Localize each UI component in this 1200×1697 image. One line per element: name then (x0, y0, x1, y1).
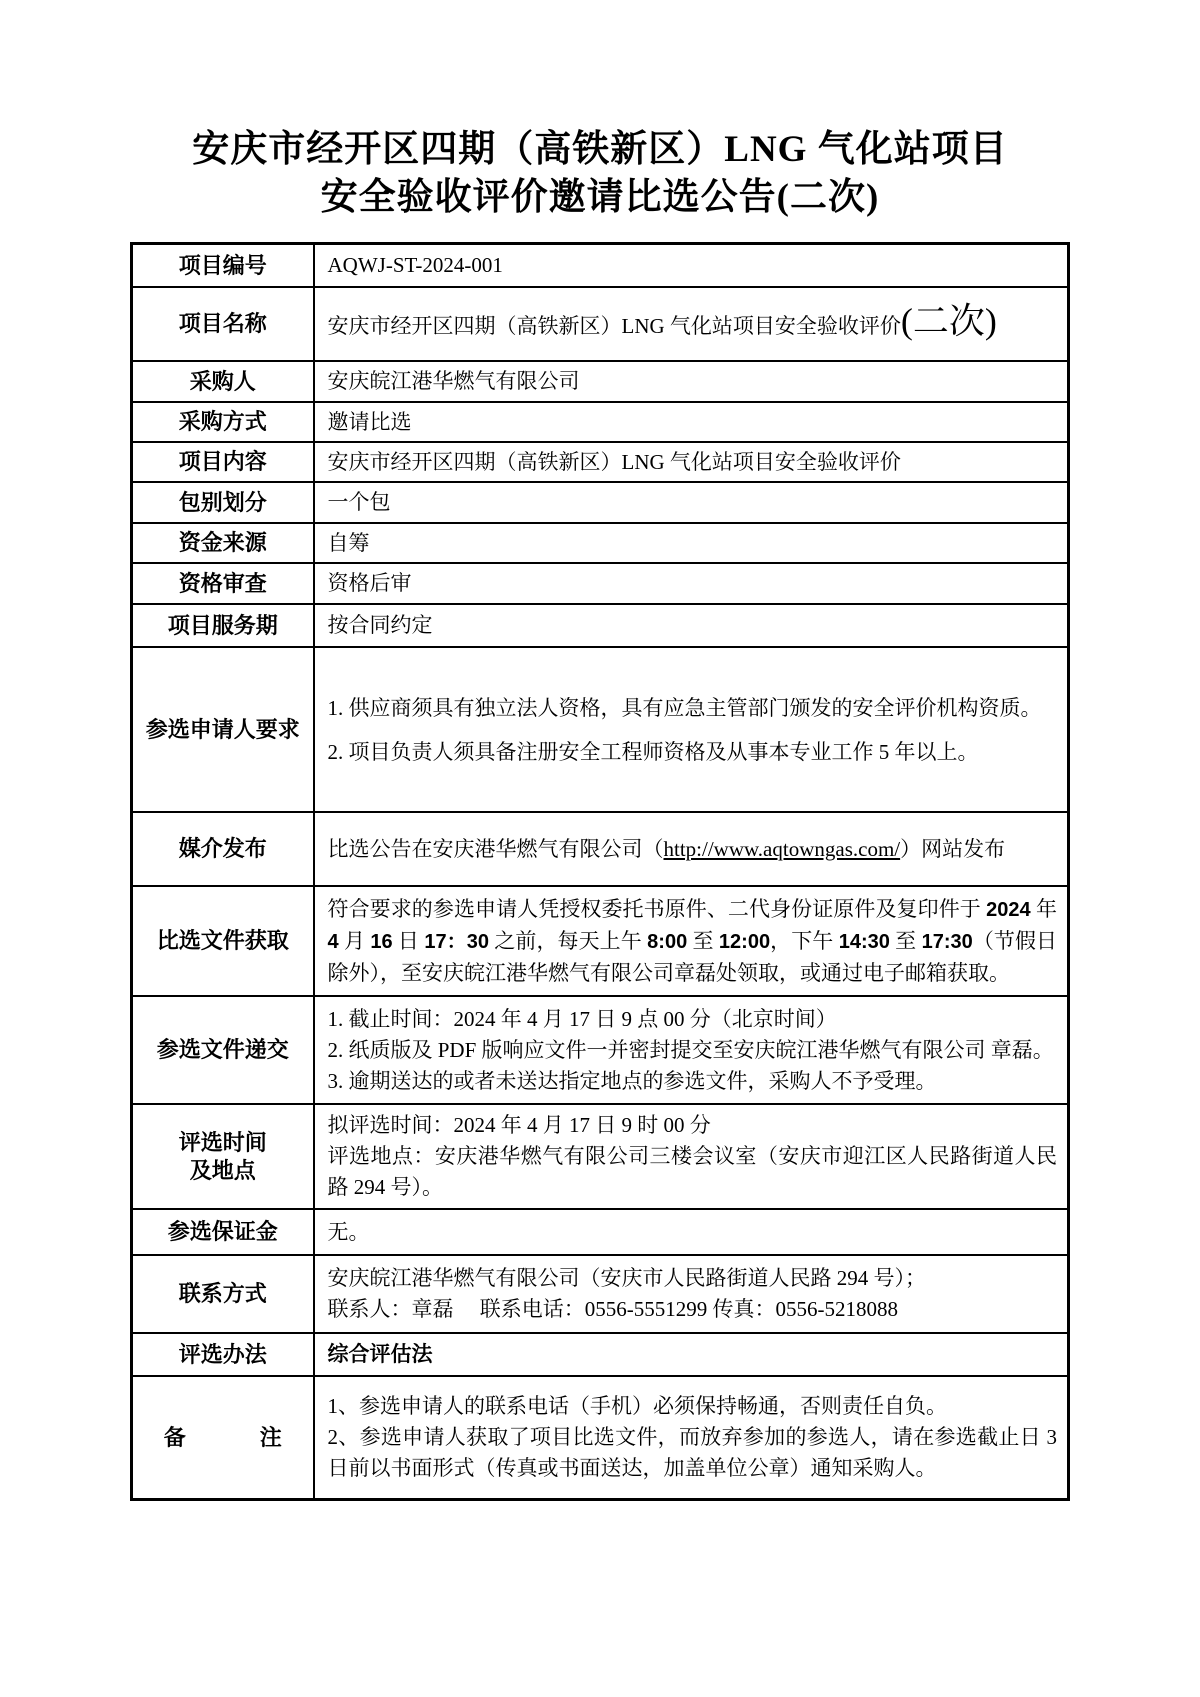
label-project-number: 项目编号 (132, 244, 314, 288)
label-selection-deposit: 参选保证金 (132, 1209, 314, 1255)
media-publication-prefix: 比选公告在安庆港华燃气有限公司（ (327, 836, 664, 861)
label-procurement-method: 采购方式 (132, 402, 314, 442)
label-service-period: 项目服务期 (132, 604, 314, 647)
label-remarks (132, 1376, 314, 1500)
selection-time-text: 拟评选时间：2024 年 4 月 17 日 9 时 00 分 (327, 1113, 711, 1137)
table-row-procurement-method (132, 402, 1069, 442)
label-remarks-text: 备注 (163, 1424, 282, 1450)
label-selection-time-place (132, 1104, 314, 1209)
cell-package-division: 一个包 (314, 482, 1069, 523)
label-funding-source: 资金来源 (132, 523, 314, 563)
table-row-selection-method (132, 1333, 1069, 1376)
submission-item-1: 1. 截止时间：2024 年 4 月 17 日 9 点 00 分（北京时间） (327, 1006, 837, 1031)
cell-applicant-requirements (314, 647, 1069, 812)
cell-document-submission (314, 996, 1069, 1104)
selection-place-text: 评选地点：安庆港华燃气有限公司三楼会议室（安庆市迎江区人民路街道人民路 294 号）。 (327, 1144, 1057, 1199)
remark-item-1: 1、参选申请人的联系电话（手机）必须保持畅通，否则责任自负。 (327, 1394, 947, 1418)
title-line-2: 安全验收评价邀请比选公告(二次) (320, 177, 880, 218)
cell-qualification-review: 资格后审 (314, 563, 1069, 604)
table-row-contact-info (132, 1255, 1069, 1333)
table-row-service-period (132, 604, 1069, 647)
project-name-text: 安庆市经开区四期（高铁新区）LNG 气化站项目安全验收评价 (327, 314, 901, 338)
label-purchaser: 采购人 (132, 361, 314, 402)
table-row-selection-deposit (132, 1209, 1069, 1255)
label-qualification-review: 资格审查 (132, 563, 314, 604)
label-document-submission: 参选文件递交 (132, 996, 314, 1104)
requirement-item-1: 1. 供应商须具有独立法人资格，具有应急主管部门颁发的安全评价机构资质。 (327, 695, 1042, 720)
cell-contact-info (314, 1255, 1069, 1333)
table-row-selection-time-place (132, 1104, 1069, 1209)
label-selection-method: 评选办法 (132, 1333, 314, 1376)
label-selection-time: 评选时间 (178, 1129, 267, 1155)
submission-item-3: 3. 逾期送达的或者未送达指定地点的参选文件，采购人不予受理。 (327, 1068, 937, 1093)
cell-selection-method: 综合评估法 (314, 1333, 1069, 1376)
table-row-project-name (132, 287, 1069, 361)
cell-project-name (314, 287, 1069, 361)
table-row-qualification-review (132, 563, 1069, 604)
label-project-name: 项目名称 (132, 287, 314, 361)
contact-person-phone-fax: 联系人：章磊 联系电话：0556-5551299 传真：0556-5218088 (327, 1297, 898, 1321)
document-acquisition-text: 符合要求的参选申请人凭授权委托书原件、二代身份证原件及复印件于 2024 年 4 月 16 日 17：30 之前，每天上午 8:00 至 12:00，下午 14:30 至 17:30（节假日除外），至安庆皖江港华燃气有限公司章磊处领取，或通过电子邮箱获取。 (327, 896, 1058, 985)
table-row-media-publication (132, 812, 1069, 886)
cell-project-content: 安庆市经开区四期（高铁新区）LNG 气化站项目安全验收评价 (314, 442, 1069, 482)
table-row-funding-source (132, 523, 1069, 563)
table-row-project-content (132, 442, 1069, 482)
table-row-project-number (132, 244, 1069, 288)
label-package-division: 包别划分 (132, 482, 314, 523)
cell-purchaser: 安庆皖江港华燃气有限公司 (314, 361, 1069, 402)
cell-selection-time-place (314, 1104, 1069, 1209)
media-publication-suffix: ）网站发布 (900, 836, 1006, 861)
title-line-1: 安庆市经开区四期（高铁新区）LNG 气化站项目 (192, 129, 1008, 170)
cell-document-acquisition (314, 886, 1069, 996)
cell-remarks (314, 1376, 1069, 1500)
project-name-second-round-suffix: (二次) (900, 301, 997, 341)
label-selection-place: 及地点 (189, 1157, 256, 1183)
table-row-package-division (132, 482, 1069, 523)
requirement-item-2: 2. 项目负责人须具备注册安全工程师资格及从事本专业工作 5 年以上。 (327, 739, 979, 764)
label-project-content: 项目内容 (132, 442, 314, 482)
cell-procurement-method: 邀请比选 (314, 402, 1069, 442)
table-row-purchaser (132, 361, 1069, 402)
announcement-url[interactable]: http://www.aqtowngas.com/ (663, 836, 901, 861)
label-applicant-requirements: 参选申请人要求 (132, 647, 314, 812)
submission-item-2: 2. 纸质版及 PDF 版响应文件一并密封提交至安庆皖江港华燃气有限公司 章磊。 (327, 1037, 1054, 1062)
remark-item-2: 2、参选申请人获取了项目比选文件，而放弃参加的参选人，请在参选截止日 3 日前以书面形式（传真或书面送达，加盖单位公章）通知采购人。 (327, 1425, 1057, 1480)
label-contact-info: 联系方式 (132, 1255, 314, 1333)
table-row-document-submission (132, 996, 1069, 1104)
cell-media-publication (314, 812, 1069, 886)
label-document-acquisition: 比选文件获取 (132, 886, 314, 996)
table-row-document-acquisition (132, 886, 1069, 996)
label-media-publication: 媒介发布 (132, 812, 314, 886)
cell-selection-deposit: 无。 (314, 1209, 1069, 1255)
announcement-table (130, 242, 1070, 1501)
contact-address: 安庆皖江港华燃气有限公司（安庆市人民路街道人民路 294 号）； (327, 1266, 926, 1290)
table-row-applicant-requirements (132, 647, 1069, 812)
document-title (0, 0, 1200, 222)
cell-service-period: 按合同约定 (314, 604, 1069, 647)
cell-project-number: AQWJ-ST-2024-001 (314, 244, 1069, 288)
table-row-remarks (132, 1376, 1069, 1500)
cell-funding-source: 自筹 (314, 523, 1069, 563)
